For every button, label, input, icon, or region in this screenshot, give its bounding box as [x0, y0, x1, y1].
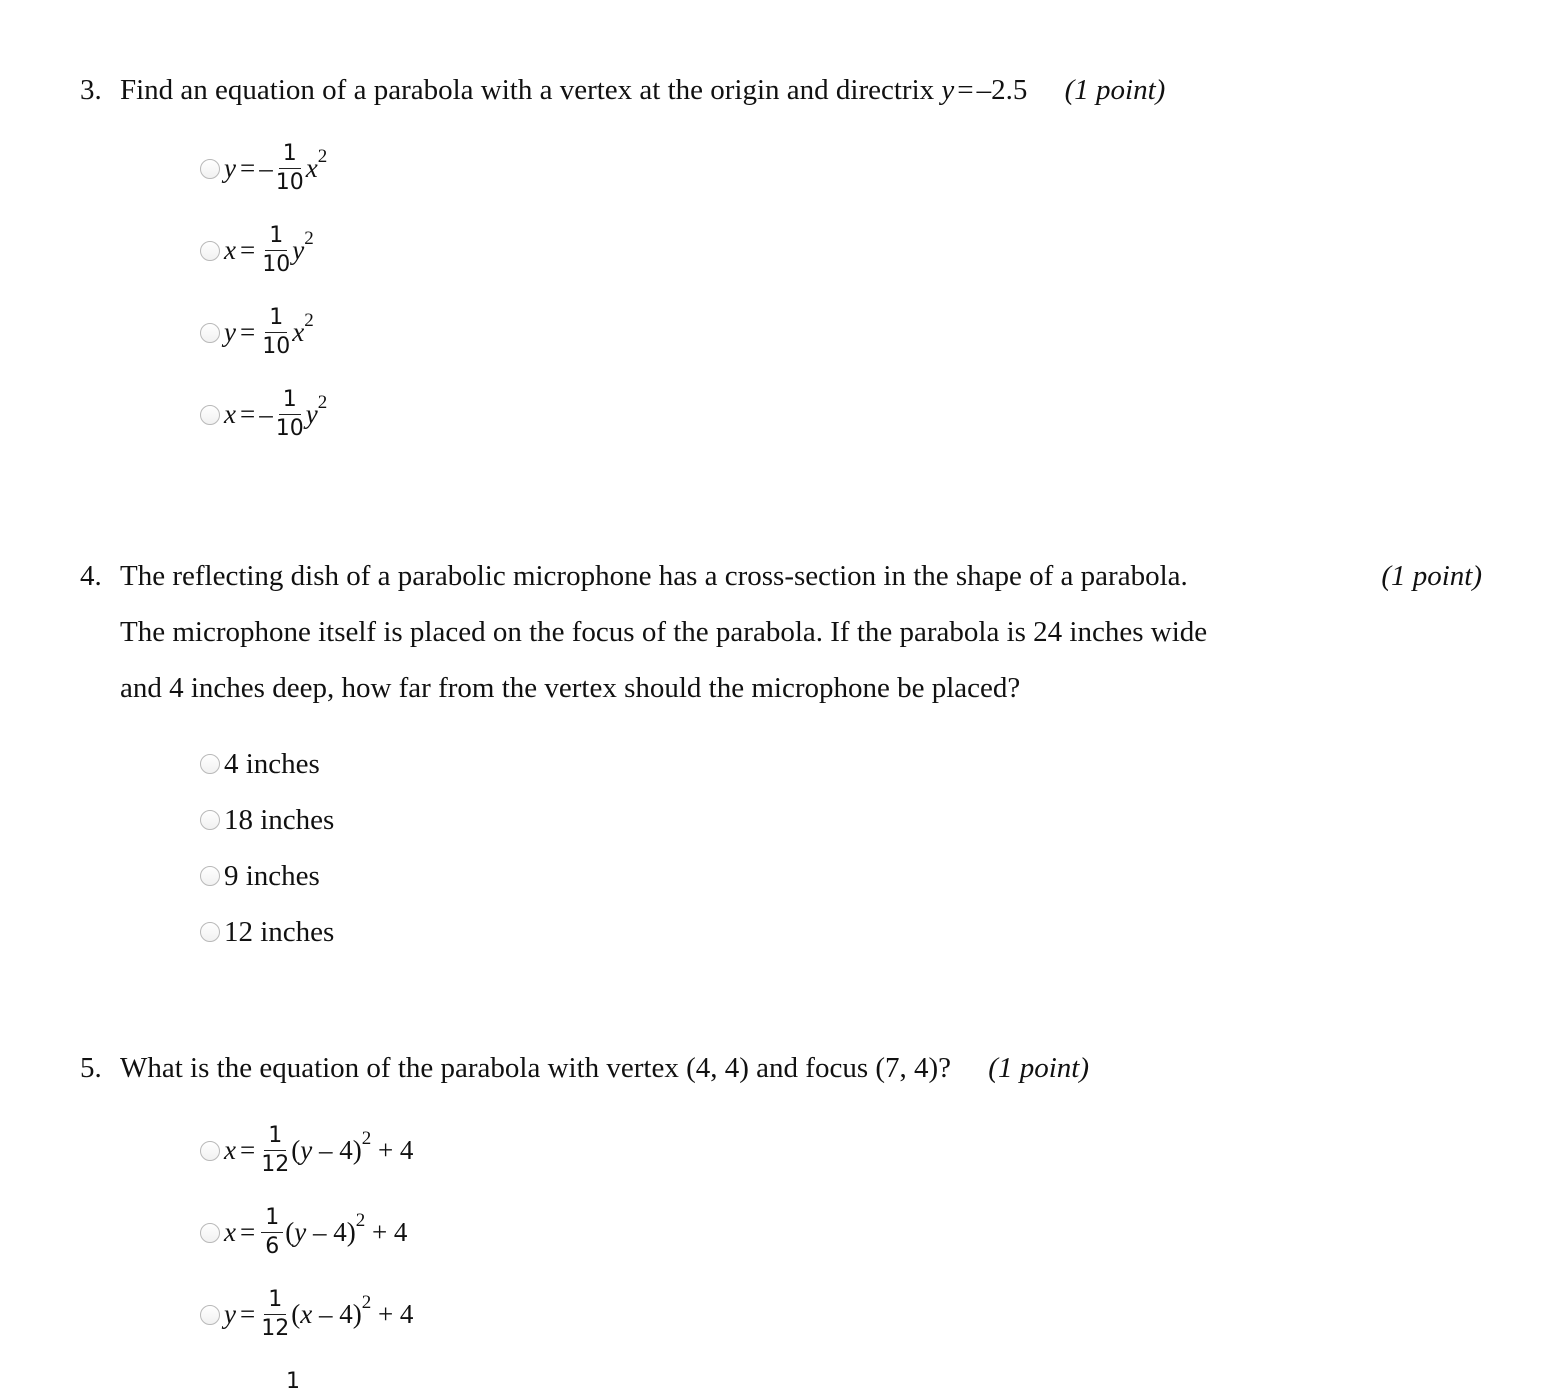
option-q5-a[interactable] [200, 1122, 413, 1179]
eq-sign: – [259, 153, 273, 183]
eq-inner: – 4) [312, 1135, 362, 1165]
eq-var: y [300, 1135, 313, 1165]
eq-lhs: x [224, 1135, 236, 1165]
eq-open-paren: ( [291, 1299, 301, 1329]
equation [224, 1204, 407, 1261]
option-q4-a[interactable] [200, 744, 320, 784]
option-label: 4 inches [224, 748, 320, 780]
option-q5-b[interactable] [200, 1204, 407, 1261]
points-label: (1 point) [988, 1052, 1089, 1084]
question-text: Find an equation of a parabola with a vertex at the origin and directrix [120, 74, 935, 106]
fraction [261, 1204, 283, 1261]
radio-button[interactable] [200, 754, 220, 774]
directrix-value: –2.5 [976, 74, 1028, 106]
denominator: 12 [261, 1152, 290, 1177]
fraction [276, 140, 304, 197]
eq-inner: – 4) [312, 1299, 362, 1329]
eq-tail: + 4 [371, 1135, 414, 1165]
question-text-line-2: The microphone itself is placed on the focus of the parabola. If the parabola is 24 inches wide [120, 616, 1208, 648]
eq-tail: + 4 [371, 1299, 414, 1329]
eq-open-paren: ( [291, 1135, 301, 1165]
radio-button[interactable] [200, 405, 220, 425]
eq-lhs: y [224, 317, 236, 347]
eq-lhs: x [224, 1217, 236, 1247]
equation [224, 304, 314, 361]
eq-rel: = [239, 317, 256, 347]
question-4 [80, 548, 1500, 716]
option-q3-b[interactable] [200, 222, 314, 279]
equation [224, 386, 327, 443]
question-3 [80, 62, 1500, 118]
option-label: 9 inches [224, 860, 320, 892]
eq-rel: = [239, 399, 256, 429]
eq-sign: – [259, 399, 273, 429]
radio-button[interactable] [200, 323, 220, 343]
denominator: 10 [275, 416, 304, 441]
eq-lhs: y [224, 1299, 236, 1329]
eq-rel: = [239, 1299, 256, 1329]
equation [224, 1122, 413, 1179]
eq-var: y [305, 399, 318, 429]
question-3-prompt [80, 62, 1500, 118]
eq-lhs: y [224, 153, 236, 183]
denominator: 12 [261, 1316, 290, 1341]
numerator: 1 [279, 140, 301, 169]
numerator: 1 [286, 1369, 300, 1394]
exponent: 2 [317, 391, 328, 413]
option-label: 18 inches [224, 804, 335, 836]
radio-button[interactable] [200, 922, 220, 942]
equation [224, 140, 327, 197]
eq-var: y [292, 235, 305, 265]
eq-lhs: x [224, 399, 236, 429]
option-q4-c[interactable] [200, 856, 320, 896]
exponent: 2 [361, 1127, 372, 1149]
numerator: 1 [279, 386, 301, 415]
eq-rel: = [239, 153, 256, 183]
fraction [286, 1368, 300, 1396]
eq-var: x [292, 317, 305, 347]
option-q4-d[interactable] [200, 912, 334, 952]
radio-button[interactable] [200, 1141, 220, 1161]
question-text-line-3: and 4 inches deep, how far from the vertex should the microphone be placed? [120, 672, 1021, 704]
numerator: 1 [264, 1122, 286, 1151]
eq-var: x [300, 1299, 313, 1329]
equation [224, 222, 314, 279]
exponent: 2 [361, 1291, 372, 1313]
directrix-rel: = [957, 74, 974, 106]
directrix-var: y [941, 74, 955, 106]
equation [224, 1286, 413, 1343]
denominator: 6 [265, 1234, 280, 1259]
question-text-line-1: The reflecting dish of a parabolic microphone has a cross-section in the shape of a parabola. [120, 560, 1188, 592]
eq-tail: + 4 [365, 1217, 408, 1247]
option-q5-c[interactable] [200, 1286, 413, 1343]
numerator: 1 [265, 222, 287, 251]
question-5-prompt [80, 1040, 1500, 1096]
exponent: 2 [317, 145, 328, 167]
radio-button[interactable] [200, 241, 220, 261]
eq-var: x [305, 153, 318, 183]
eq-open-paren: ( [285, 1217, 295, 1247]
fraction [262, 304, 290, 361]
radio-button[interactable] [200, 159, 220, 179]
fraction [262, 222, 290, 279]
question-number: 5. [80, 1052, 102, 1084]
radio-button[interactable] [200, 810, 220, 830]
eq-rel: = [239, 1217, 256, 1247]
points-label: (1 point) [1064, 74, 1166, 106]
option-q4-b[interactable] [200, 800, 334, 840]
option-q3-a[interactable] [200, 140, 327, 197]
question-number: 4. [80, 560, 102, 592]
option-q3-d[interactable] [200, 386, 327, 443]
exponent: 2 [304, 227, 314, 249]
numerator: 1 [261, 1204, 283, 1233]
points-label: (1 point) [1381, 560, 1482, 592]
fraction [261, 1286, 289, 1343]
eq-var: y [294, 1217, 307, 1247]
numerator: 1 [265, 304, 287, 333]
denominator: 10 [262, 334, 291, 359]
eq-inner: – 4) [306, 1217, 356, 1247]
eq-rel: = [239, 1135, 256, 1165]
radio-button[interactable] [200, 1305, 220, 1325]
radio-button[interactable] [200, 866, 220, 886]
eq-lhs: x [224, 235, 236, 265]
equation-partial [284, 1368, 302, 1396]
option-label: 12 inches [224, 916, 335, 948]
radio-button[interactable] [200, 1223, 220, 1243]
question-text: What is the equation of the parabola with vertex (4, 4) and focus (7, 4)? [120, 1052, 952, 1084]
question-number: 3. [80, 74, 102, 106]
denominator: 10 [275, 170, 304, 195]
option-q5-d[interactable] [200, 1368, 302, 1396]
fraction [261, 1122, 289, 1179]
fraction [276, 386, 304, 443]
question-4-prompt [80, 548, 1500, 716]
exponent: 2 [304, 309, 314, 331]
eq-rel: = [239, 235, 256, 265]
exponent: 2 [355, 1209, 366, 1231]
question-5 [80, 1040, 1500, 1096]
numerator: 1 [264, 1286, 286, 1315]
option-q3-c[interactable] [200, 304, 314, 361]
denominator: 10 [262, 252, 291, 277]
